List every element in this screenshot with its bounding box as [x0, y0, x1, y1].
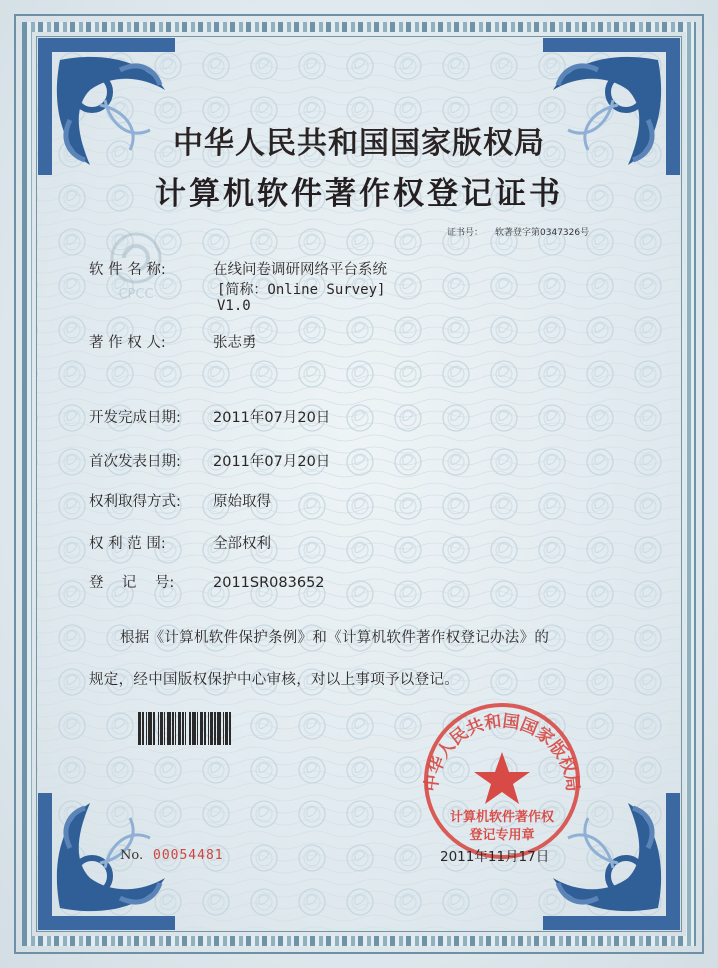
seal-ring-text: 中华人民共和国国家版权局: [421, 711, 583, 793]
field-label: 著 作 权 人:: [89, 335, 166, 351]
barcode: [138, 712, 242, 745]
emblem-label: CPCC: [118, 287, 154, 302]
statement-line-2: 规定，经中国版权保护中心审核，对以上事项予以登记。: [89, 672, 459, 688]
field-copyright-owner: [89, 331, 257, 352]
field-acquisition-method: [89, 490, 271, 511]
seal-line-1: 计算机软件著作权: [449, 810, 554, 825]
field-label: 权 利 范 围:: [89, 536, 166, 552]
field-completion-date: [89, 406, 330, 427]
field-label: 登 记 号:: [89, 575, 175, 591]
field-first-publication-date: [89, 450, 330, 471]
field-label: 开发完成日期:: [89, 410, 181, 426]
serial-number-label: No.: [120, 848, 144, 863]
field-value: 2011SR083652: [213, 575, 325, 591]
field-value: 张志勇: [213, 335, 257, 351]
field-value: 原始取得: [213, 494, 271, 510]
serial-number-value: 00054481: [153, 848, 224, 863]
field-value: 2011年07月20日: [213, 410, 331, 426]
certificate-number-label: 证书号：: [447, 228, 484, 238]
field-value: 全部权利: [213, 536, 271, 552]
certificate-number: [447, 225, 589, 238]
corner-ornament-bottom-left: [30, 788, 180, 938]
certificate-title: 计算机软件著作权登记证书: [155, 176, 563, 212]
issuing-authority: 中华人民共和国国家版权局: [173, 126, 545, 161]
software-version: V1.0: [217, 298, 251, 314]
field-label: 首次发表日期:: [89, 454, 181, 470]
field-value: 在线问卷调研网络平台系统: [213, 262, 387, 278]
statement-line-1: 根据《计算机软件保护条例》和《计算机软件著作权登记办法》的: [120, 630, 550, 646]
certificate-number-value: 软著登字第0347326号: [495, 228, 590, 238]
issue-date: 2011年11月17日: [440, 849, 550, 865]
seal-line-2: 登记专用章: [469, 828, 535, 843]
field-label: 软 件 名 称:: [89, 262, 166, 278]
software-short-name: [简称：Online Survey]: [217, 282, 386, 298]
field-rights-scope: [89, 532, 271, 553]
field-software-name: [89, 258, 387, 279]
star-icon: [474, 752, 530, 804]
field-label: 权利取得方式:: [89, 494, 181, 510]
field-value: 2011年07月20日: [213, 454, 331, 470]
field-registration-number: [89, 571, 325, 592]
